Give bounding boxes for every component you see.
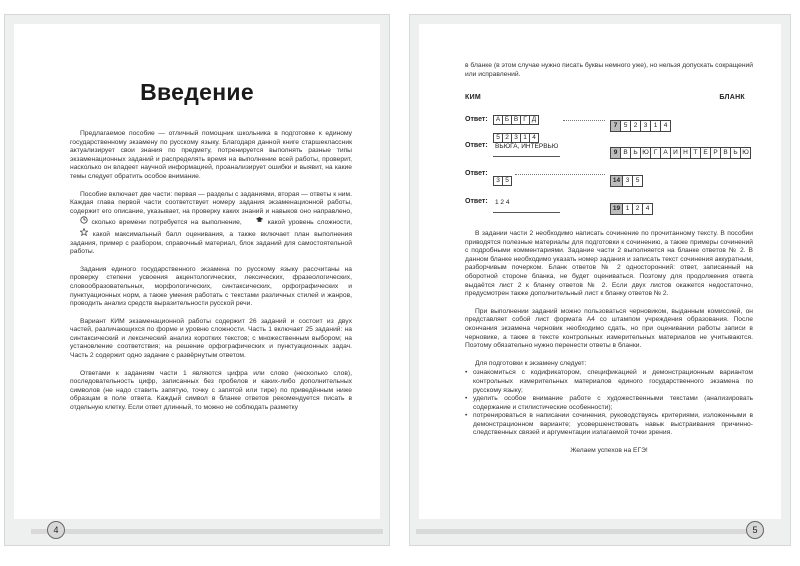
structure-text-3: какой уровень сложности, bbox=[267, 219, 353, 227]
list-item-text: потренироваться в написании сочинения, руководствуясь критериями, изложенными в демонстрационном варианте; усовершенствовать навык выстраивания причинно-следственных связей и аргументации излагаемой точки зрения. bbox=[473, 412, 753, 437]
list-item-text: уделить особое внимание работе с художественными текстами (анализировать содержание и стилистические особенности); bbox=[473, 395, 753, 411]
task-number-cell: 9 bbox=[610, 147, 621, 159]
blank-cell: Ь bbox=[730, 147, 741, 159]
kim-answer-text: 1 2 4 bbox=[493, 194, 560, 213]
list-item bbox=[465, 369, 753, 395]
paragraph-draft: При выполнении заданий можно пользоваться черновиком, выданным комиссией, он представляет собой лист формата А4 со штампом учреждения образования. После окончания экзамена черновик необходимо сдать, но при оценивании работы записи в черновике, а также в тексте контрольных измерительных материалов не учитываются. Поэтому обязательно нужно перенести ответы в бланки. bbox=[465, 307, 753, 350]
answer-label: Ответ: bbox=[465, 198, 488, 205]
paragraph-preparation: Для подготовки к экзамену следует: bbox=[475, 359, 587, 367]
blank-cell: 2 bbox=[630, 120, 641, 132]
clock-icon bbox=[70, 216, 88, 226]
dotted-arrow bbox=[563, 120, 605, 121]
preparation-list bbox=[465, 369, 753, 438]
kim-cells bbox=[493, 169, 511, 187]
kim-cell: 5 bbox=[493, 133, 503, 143]
answer-row-1 bbox=[465, 108, 753, 141]
blank-header: БЛАНК bbox=[719, 94, 745, 101]
blank-cell: Н bbox=[680, 147, 691, 159]
blank-cell: Г bbox=[650, 147, 661, 159]
answer-row-2 bbox=[465, 138, 753, 158]
blank-cell: 5 bbox=[620, 120, 631, 132]
structure-text-1: Пособие включает две части: первая — разделы с заданиями, вторая — ответы к ним. Каждая глава первой части соответствует номеру задания экзаменационной работы, содержит его описание, указывает, на проверку каких знаний и навыков оно направлено, bbox=[70, 190, 352, 215]
blank-grid bbox=[610, 141, 750, 156]
left-page-content bbox=[14, 24, 380, 519]
kim-cell: Д bbox=[529, 115, 539, 125]
structure-text-2: сколько времени потребуется на выполнение, bbox=[91, 219, 242, 227]
blank-cell: И bbox=[670, 147, 681, 159]
blank-cell: 1 bbox=[622, 203, 633, 215]
kim-cell: 1 bbox=[520, 133, 530, 143]
dotted-arrow bbox=[515, 174, 605, 175]
blank-cell: Е bbox=[700, 147, 711, 159]
bullet-icon: • bbox=[465, 395, 468, 403]
list-item-text: ознакомиться с кодификатором, спецификацией и демонстрационным вариантом контрольных измерительных материалов единого государственного экзамена по русскому языку; bbox=[473, 369, 753, 394]
kim-cell: 3 bbox=[511, 133, 521, 143]
blank-cell: Ь bbox=[630, 147, 641, 159]
blank-cell: Р bbox=[710, 147, 721, 159]
task-number-cell: 14 bbox=[610, 175, 623, 187]
page-title: Введение bbox=[140, 79, 254, 105]
blank-cell: Ю bbox=[640, 147, 651, 159]
kim-answer-text: ВЬЮГА, ИНТЕРВЬЮ bbox=[493, 138, 560, 157]
answer-row-4 bbox=[465, 194, 753, 214]
kim-cell: Г bbox=[520, 115, 530, 125]
blank-cell: Ю bbox=[740, 147, 751, 159]
star-icon bbox=[70, 228, 88, 238]
answer-label: Ответ: bbox=[465, 170, 488, 177]
blank-cell: 3 bbox=[640, 120, 651, 132]
blank-cell: А bbox=[660, 147, 671, 159]
right-text-column bbox=[465, 230, 753, 465]
left-page bbox=[4, 14, 390, 546]
blank-cell: 4 bbox=[642, 203, 653, 215]
blank-cell: 4 bbox=[660, 120, 671, 132]
blank-cell: В bbox=[720, 147, 731, 159]
closing-wish: Желаем успехов на ЕГЭ! bbox=[570, 447, 648, 455]
kim-header: КИМ bbox=[465, 94, 482, 101]
page-footer-bar bbox=[416, 529, 764, 534]
blank-cell: 1 bbox=[650, 120, 661, 132]
task-number-cell: 7 bbox=[610, 120, 621, 132]
blank-cell: 2 bbox=[632, 203, 643, 215]
paragraph-continuation: в бланке (в этом случае нужно писать буквы немного уже), но нельзя допускать сокращений или исправлений. bbox=[465, 62, 753, 78]
kim-cell: В bbox=[511, 115, 521, 125]
paragraph-answers: Ответами к заданиям части 1 являются цифра или слово (несколько слов), последовательность цифр, записанных без пробелов и каких-либо дополнительных символов (не надо ставить запятую, точку с запятой или тире) по приведённым ниже образцам в поле ответа. Каждый символ в бланке ответов рекомендуется писать в отдельную клетку. Если ответ длинный, то можно не соблюдать разметку bbox=[70, 369, 352, 412]
paragraph-structure bbox=[70, 191, 352, 257]
list-item bbox=[465, 412, 753, 438]
page-number: 5 bbox=[746, 521, 764, 539]
blank-cell: 3 bbox=[622, 175, 633, 187]
task-number-cell: 19 bbox=[610, 203, 623, 215]
page-footer-bar bbox=[31, 529, 383, 534]
blank-grid bbox=[610, 169, 642, 184]
answer-form-example bbox=[465, 94, 753, 234]
structure-text-4: какой максимальный балл оценивания, а также включает план выполнения задания, пример с разбором, справочный материал, блок заданий для самостоятельной работы. bbox=[70, 230, 352, 256]
right-page bbox=[409, 14, 791, 546]
blank-grid bbox=[610, 197, 652, 212]
bullet-icon: • bbox=[465, 369, 468, 377]
blank-grid bbox=[610, 114, 670, 129]
blank-cell: Т bbox=[690, 147, 701, 159]
blank-cell: В bbox=[620, 147, 631, 159]
right-page-content bbox=[419, 24, 781, 519]
kim-cell: 4 bbox=[529, 133, 539, 143]
paragraph-tasks: Задания единого государственного экзамена по русскому языку рассчитаны на проверку степени усвоения акцентологических, лексических, фразеологических, словообразовательных, морфологических, синтаксических, орфографических и пунктуационных норм, а также умения работать с текстами различных стилей и жанров, проводить анализ средств выразительности русской речи. bbox=[70, 265, 352, 308]
kim-cell: 5 bbox=[502, 176, 512, 186]
graduation-cap-icon bbox=[245, 216, 264, 226]
kim-cell: 3 bbox=[493, 176, 503, 186]
blank-cell: 5 bbox=[632, 175, 643, 187]
kim-cell: 2 bbox=[502, 133, 512, 143]
kim-cell: Б bbox=[502, 115, 512, 125]
kim-cell: А bbox=[493, 115, 503, 125]
paragraph-variant: Вариант КИМ экзаменационной работы содержит 26 заданий и состоит из двух частей, различающихся по форме и уровню сложности. Часть 1 включает 25 заданий: на синтаксический и лексический анализ коротких текстов; с множественным выбором; на установление соответствия; на решение орфографических и пунктуационных задач. Часть 2 содержит одно задание с развёрнутым ответом. bbox=[70, 317, 352, 360]
list-item bbox=[465, 395, 753, 412]
paragraph-intro: Предлагаемое пособие — отличный помощник школьника в подготовке к единому государственному экзамену по русскому языку. Благодаря данной книге старшеклассник актуализирует свои знания по предмету, потренируется выполнять разные типы экзаменационных заданий и распределять время на выполнение всей работы, проверит, насколько он владеет научной информацией, проанализирует ошибки и выявит, на какие темы следует обратить особое внимание. bbox=[70, 130, 352, 180]
answer-row-3 bbox=[465, 166, 753, 186]
answer-label: Ответ: bbox=[465, 142, 488, 149]
right-top-text bbox=[465, 62, 753, 88]
paragraph-part2: В задании части 2 необходимо написать сочинение по прочитанному тексту. В пособии приводятся полезные материалы для подготовки к сочинению, а также примеры сочинений с подробными комментариями. Задание части 2 выполняется на бланке ответов № 2. В данном бланке необходимо указать номер задания и записать текст сочинения аккуратным, разборчивым почерком. Бланк ответов № 2 односторонний: ответ, записанный на оборотной стороне бланка, не будет оцениваться. Поэтому для продолжения ответа выдаётся лист 2 к бланку ответов № 2. Если двух листов окажется недостаточно, предусмотрен также дополнительный лист к бланку ответов № 2. bbox=[465, 230, 753, 298]
answer-label: Ответ: bbox=[465, 116, 488, 123]
page-number: 4 bbox=[47, 521, 65, 539]
bullet-icon: • bbox=[465, 412, 468, 420]
left-text-column bbox=[70, 130, 352, 422]
